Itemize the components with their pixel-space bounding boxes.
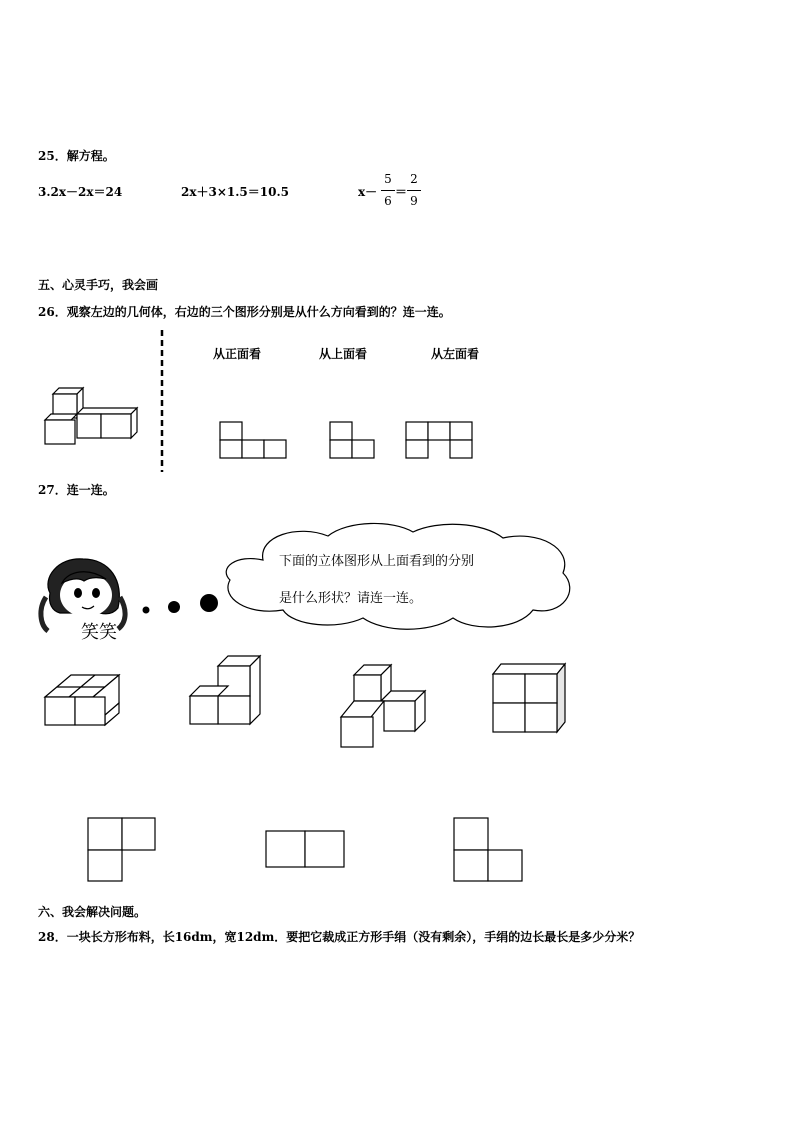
q26-view-shape-1 xyxy=(219,421,289,461)
equation-1: 3.2x－2x＝24 xyxy=(38,185,123,199)
equation-2: 2x＋3×1.5＝10.5 xyxy=(181,185,290,199)
q27-solid-4 xyxy=(491,662,567,734)
q27-top-view-3 xyxy=(453,817,525,883)
fraction-1-denominator: 6 xyxy=(384,194,392,208)
q26-view-shape-2 xyxy=(329,421,379,461)
q27-solid-1 xyxy=(43,671,125,727)
q27-title: 27．连一连。 xyxy=(38,483,115,497)
q27-solid-3 xyxy=(339,663,427,749)
q26-view-shape-3 xyxy=(405,421,477,461)
label-front-view: 从正面看 xyxy=(213,347,262,361)
label-top-view: 从上面看 xyxy=(319,347,368,361)
bubble-line-1: 下面的立体图形从上面看到的分别 xyxy=(279,554,475,569)
section-5-title: 五、心灵手巧，我会画 xyxy=(38,278,159,292)
label-left-view: 从左面看 xyxy=(431,347,480,361)
q27-top-view-1 xyxy=(87,817,157,883)
fraction-2-bar xyxy=(407,190,421,191)
q26-title: 26．观察左边的几何体，右边的三个图形分别是从什么方向看到的？连一连。 xyxy=(38,305,451,319)
q27-solid-2 xyxy=(188,654,264,726)
q26-solid-figure xyxy=(43,388,143,448)
thought-cloud xyxy=(218,518,580,633)
dashed-divider xyxy=(160,330,164,472)
bubble-line-2: 是什么形状？请连一连。 xyxy=(279,591,423,606)
girl-caption: 笑笑 xyxy=(81,622,117,643)
q28-title: 28．一块长方形布料，长16dm，宽12dm．要把它裁成正方形手绢（没有剩余），手绢的边长最长是多少分米？ xyxy=(38,930,641,944)
fraction-2-numerator: 2 xyxy=(410,172,418,186)
section-6-title: 六、我会解决问题。 xyxy=(38,905,147,919)
q27-top-view-2 xyxy=(265,830,347,870)
equation-3-equals: ＝ xyxy=(395,185,408,199)
fraction-2-denominator: 9 xyxy=(410,194,418,208)
equation-3-prefix: x－ xyxy=(358,185,378,199)
fraction-1-numerator: 5 xyxy=(384,172,392,186)
q25-title: 25．解方程。 xyxy=(38,149,115,163)
fraction-1-bar xyxy=(381,190,395,191)
thought-dots xyxy=(140,590,220,620)
